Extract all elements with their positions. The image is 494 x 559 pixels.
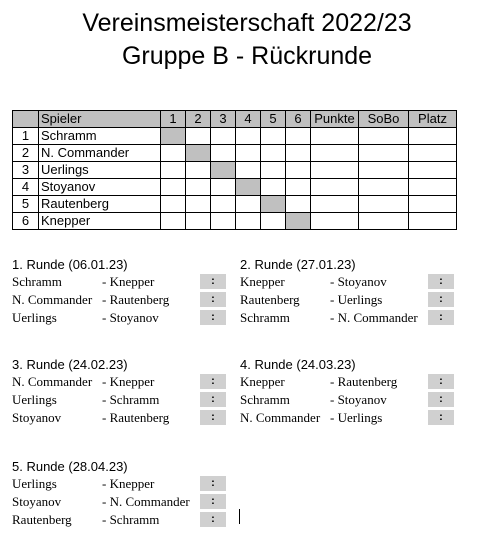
match-away: - Stoyanov: [102, 310, 159, 325]
score-field[interactable]: :: [428, 392, 454, 407]
table-row: [13, 162, 457, 179]
header-col-5: 5: [261, 111, 286, 128]
match-away: - Schramm: [102, 392, 160, 407]
result-cell[interactable]: [261, 145, 286, 162]
row-index: 1: [13, 128, 39, 145]
score-field[interactable]: :: [428, 274, 454, 289]
row-index: 2: [13, 145, 39, 162]
result-cell[interactable]: [236, 128, 261, 145]
result-cell[interactable]: [286, 145, 311, 162]
score-field[interactable]: :: [428, 410, 454, 425]
header-col-3: 3: [211, 111, 236, 128]
match-row: [240, 373, 480, 391]
header-col-6: 6: [286, 111, 311, 128]
round-2: [240, 256, 480, 327]
points-cell[interactable]: [311, 213, 359, 230]
row-index: 6: [13, 213, 39, 230]
group-title: Gruppe B - Rückrunde: [121, 42, 373, 70]
row-index: 4: [13, 179, 39, 196]
place-cell[interactable]: [409, 162, 457, 179]
match-home: N. Commander: [12, 374, 93, 389]
score-field[interactable]: :: [200, 410, 226, 425]
score-field[interactable]: :: [428, 292, 454, 307]
row-player: Stoyanov: [39, 179, 161, 196]
row-player: Rautenberg: [39, 196, 161, 213]
result-cell: [286, 213, 311, 230]
header-index: [13, 111, 39, 128]
round-title: 1. Runde (06.01.23): [12, 257, 128, 272]
result-cell[interactable]: [286, 162, 311, 179]
match-row: [240, 391, 480, 409]
result-cell[interactable]: [161, 162, 186, 179]
document-title: Vereinsmeisterschaft 2022/23: [82, 9, 412, 37]
result-cell[interactable]: [236, 162, 261, 179]
round-title: 3. Runde (24.02.23): [12, 357, 128, 372]
sobo-cell[interactable]: [359, 128, 409, 145]
match-home: Knepper: [240, 374, 285, 389]
round-3: [12, 356, 232, 427]
result-cell: [186, 145, 211, 162]
header-col-2: 2: [186, 111, 211, 128]
result-cell[interactable]: [186, 196, 211, 213]
score-field[interactable]: :: [200, 512, 226, 527]
row-index: 5: [13, 196, 39, 213]
match-away: - Rautenberg: [330, 374, 398, 389]
row-index: 3: [13, 162, 39, 179]
table-row: [13, 145, 457, 162]
score-field[interactable]: :: [200, 494, 226, 509]
result-cell[interactable]: [236, 145, 261, 162]
result-cell[interactable]: [186, 162, 211, 179]
result-cell[interactable]: [161, 179, 186, 196]
match-home: Stoyanov: [12, 410, 62, 425]
match-row: [240, 291, 480, 309]
round-1: [12, 256, 232, 327]
match-home: Schramm: [240, 310, 290, 325]
result-cell[interactable]: [211, 213, 236, 230]
score-field[interactable]: :: [200, 292, 226, 307]
match-row: [12, 409, 232, 427]
match-row: [12, 511, 232, 529]
match-home: Stoyanov: [12, 494, 62, 509]
match-row: [240, 273, 480, 291]
match-away: - Knepper: [102, 274, 155, 289]
result-cell[interactable]: [211, 196, 236, 213]
table-row: [13, 179, 457, 196]
match-row: [12, 391, 232, 409]
match-row: [12, 309, 232, 327]
round-4: [240, 356, 480, 427]
table-row: [13, 128, 457, 145]
result-cell[interactable]: [261, 213, 286, 230]
match-home: Rautenberg: [240, 292, 300, 307]
header-points: Punkte: [311, 111, 359, 128]
score-field[interactable]: :: [200, 476, 226, 491]
place-cell[interactable]: [409, 128, 457, 145]
match-home: Schramm: [12, 274, 62, 289]
score-field[interactable]: :: [200, 310, 226, 325]
match-row: [240, 409, 480, 427]
text-cursor: [239, 509, 240, 524]
match-row: [240, 309, 480, 327]
match-row: [12, 475, 232, 493]
result-cell: [161, 128, 186, 145]
row-player: Schramm: [39, 128, 161, 145]
points-cell[interactable]: [311, 179, 359, 196]
header-col-1: 1: [161, 111, 186, 128]
row-player: N. Commander: [39, 145, 161, 162]
match-home: Knepper: [240, 274, 285, 289]
sobo-cell[interactable]: [359, 145, 409, 162]
result-cell[interactable]: [286, 196, 311, 213]
match-home: Rautenberg: [12, 512, 72, 527]
match-away: - Stoyanov: [330, 274, 387, 289]
sobo-cell[interactable]: [359, 179, 409, 196]
score-field[interactable]: :: [200, 392, 226, 407]
match-row: [12, 493, 232, 511]
score-field[interactable]: :: [428, 374, 454, 389]
result-cell[interactable]: [161, 196, 186, 213]
result-cell[interactable]: [261, 128, 286, 145]
result-cell[interactable]: [286, 179, 311, 196]
result-cell: [236, 179, 261, 196]
match-home: Uerlings: [12, 310, 57, 325]
table-row: [13, 213, 457, 230]
result-cell[interactable]: [186, 179, 211, 196]
points-cell[interactable]: [311, 196, 359, 213]
result-cell: [261, 196, 286, 213]
table-row: [13, 196, 457, 213]
place-cell[interactable]: [409, 213, 457, 230]
points-cell[interactable]: [311, 162, 359, 179]
result-cell[interactable]: [186, 213, 211, 230]
round-title: 5. Runde (28.04.23): [12, 459, 128, 474]
result-cell[interactable]: [211, 145, 236, 162]
score-field[interactable]: :: [200, 274, 226, 289]
header-place: Platz: [409, 111, 457, 128]
match-away: - N. Commander: [102, 494, 190, 509]
row-player: Knepper: [39, 213, 161, 230]
result-cell[interactable]: [211, 179, 236, 196]
round-title: 2. Runde (27.01.23): [240, 257, 356, 272]
match-away: - Schramm: [102, 512, 160, 527]
sobo-cell[interactable]: [359, 213, 409, 230]
result-cell[interactable]: [186, 128, 211, 145]
result-cell[interactable]: [161, 145, 186, 162]
match-away: - N. Commander: [330, 310, 418, 325]
match-away: - Knepper: [102, 374, 155, 389]
match-home: Uerlings: [12, 476, 57, 491]
match-away: - Knepper: [102, 476, 155, 491]
place-cell[interactable]: [409, 179, 457, 196]
result-cell[interactable]: [261, 179, 286, 196]
round-5: [12, 458, 232, 529]
match-away: - Rautenberg: [102, 292, 170, 307]
place-cell[interactable]: [409, 145, 457, 162]
result-cell[interactable]: [236, 196, 261, 213]
match-row: [12, 273, 232, 291]
score-field[interactable]: :: [200, 374, 226, 389]
result-cell[interactable]: [211, 128, 236, 145]
points-cell[interactable]: [311, 128, 359, 145]
sobo-cell[interactable]: [359, 196, 409, 213]
standings-table: [12, 110, 457, 230]
match-away: - Uerlings: [330, 410, 383, 425]
match-row: [12, 291, 232, 309]
match-home: N. Commander: [12, 292, 93, 307]
result-cell[interactable]: [161, 213, 186, 230]
result-cell[interactable]: [236, 213, 261, 230]
match-home: Schramm: [240, 392, 290, 407]
match-row: [12, 373, 232, 391]
result-cell[interactable]: [286, 128, 311, 145]
points-cell[interactable]: [311, 145, 359, 162]
row-player: Uerlings: [39, 162, 161, 179]
match-away: - Rautenberg: [102, 410, 170, 425]
match-away: - Stoyanov: [330, 392, 387, 407]
score-field[interactable]: :: [428, 310, 454, 325]
result-cell[interactable]: [261, 162, 286, 179]
header-sobo: SoBo: [359, 111, 409, 128]
match-home: N. Commander: [240, 410, 321, 425]
header-col-4: 4: [236, 111, 261, 128]
round-title: 4. Runde (24.03.23): [240, 357, 356, 372]
sobo-cell[interactable]: [359, 162, 409, 179]
table-header-row: [13, 111, 457, 128]
place-cell[interactable]: [409, 196, 457, 213]
match-away: - Uerlings: [330, 292, 383, 307]
match-home: Uerlings: [12, 392, 57, 407]
header-player: Spieler: [39, 111, 161, 128]
result-cell: [211, 162, 236, 179]
